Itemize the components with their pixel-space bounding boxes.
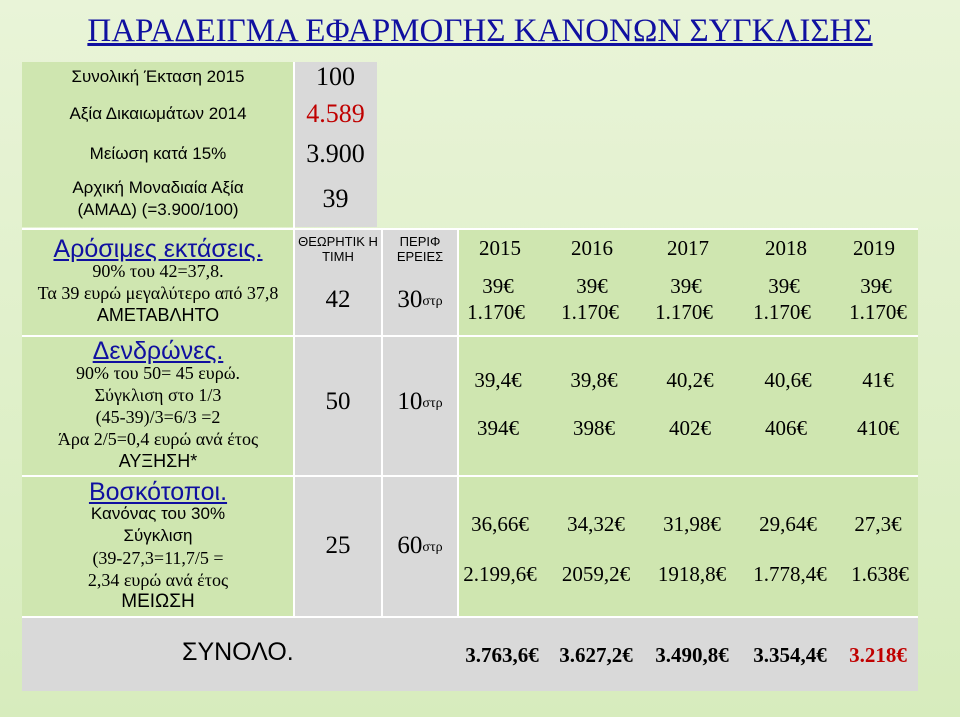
initial-unit-label-line1: Αρχική Μοναδιαία Αξία xyxy=(72,178,244,197)
row-arable-line: Τα 39 ευρώ μεγαλύτερο από 37,8 xyxy=(37,283,279,303)
row-pastures-total: 2.199,6€ xyxy=(463,562,537,586)
total-value: 3.763,6€ xyxy=(465,643,539,667)
total-value: 3.490,8€ xyxy=(655,643,729,667)
row-arable-name: Αρόσιμες εκτάσεις. xyxy=(53,235,263,263)
row-arable-unit-value: 39€ xyxy=(576,274,608,298)
row-pastures-total: 1.638€ xyxy=(851,562,909,586)
row-arable-line: 90% του 42=37,8. xyxy=(92,261,224,281)
initial-unit-label xyxy=(22,176,294,222)
row-arable-area xyxy=(382,280,458,320)
row-orchards-unit-value: 40,6€ xyxy=(764,368,812,392)
row-pastures-unit-value: 34,32€ xyxy=(567,512,625,536)
row-pastures-line: 2,34 ευρώ ανά έτος xyxy=(87,570,229,590)
row-pastures-area xyxy=(382,526,458,566)
total-area-label: Συνολική Έκταση 2015 xyxy=(71,67,245,86)
row-arable-theoretical: 42 xyxy=(325,286,351,313)
year-header: 2017 xyxy=(667,236,709,260)
row-pastures-area-unit: στρ xyxy=(422,540,443,555)
row-orchards-total: 402€ xyxy=(669,416,711,440)
row-arable-unit-value: 39€ xyxy=(768,274,800,298)
row-orchards-name: Δενδρώνες. xyxy=(92,337,224,365)
row-orchards-label xyxy=(22,337,294,475)
row-arable-total: 1.170€ xyxy=(849,300,907,324)
divider xyxy=(22,475,918,477)
row-pastures-line: (39-27,3=11,7/5 = xyxy=(92,548,224,568)
row-orchards-line: Άρα 2/5=0,4 ευρώ ανά έτος xyxy=(57,429,259,449)
row-pastures-result: ΜΕΙΩΣΗ xyxy=(121,591,195,612)
row-pastures-line: Σύγκλιση xyxy=(123,526,193,545)
row-orchards-total: 410€ xyxy=(857,416,899,440)
reduction-label: Μείωση κατά 15% xyxy=(89,144,227,163)
row-orchards-unit-value: 39,4€ xyxy=(474,368,522,392)
row-orchards-line: (45-39)/3=6/3 =2 xyxy=(95,407,221,427)
year-header: 2015 xyxy=(479,236,521,260)
row-pastures-unit-value: 27,3€ xyxy=(854,512,902,536)
rights-value-label: Αξία Δικαιωμάτων 2014 xyxy=(69,104,247,123)
divider xyxy=(22,616,918,618)
row-pastures-area-value: 60 xyxy=(397,532,423,559)
theoretical-header: ΘΕΩΡΗΤΙΚ Η ΤΙΜΗ xyxy=(298,234,378,264)
row-arable-result: ΑΜΕΤΑΒΛΗΤΟ xyxy=(96,305,220,325)
row-pastures-total: 1918,8€ xyxy=(657,562,727,586)
row-orchards-unit-value: 39,8€ xyxy=(570,368,618,392)
row-orchards-total: 406€ xyxy=(765,416,807,440)
row-orchards-total: 394€ xyxy=(477,416,519,440)
row-orchards-line: 90% του 50= 45 ευρώ. xyxy=(75,363,241,383)
areas-header: ΠΕΡΙΦ ΕΡΕΙΕΣ xyxy=(396,234,444,264)
row-arable-total: 1.170€ xyxy=(655,300,713,324)
row-arable-label xyxy=(22,230,294,334)
row-orchards-line: Σύγκλιση στο 1/3 xyxy=(94,385,222,405)
row-pastures-unit-value: 31,98€ xyxy=(663,512,721,536)
row-arable-area-value: 30 xyxy=(397,286,423,313)
row-arable-unit-value: 39€ xyxy=(860,274,892,298)
row-orchards-unit-value: 41€ xyxy=(862,368,894,392)
row-pastures-total: 1.778,4€ xyxy=(753,562,827,586)
initial-unit-value: 39 xyxy=(322,184,349,213)
row-orchards-unit-value: 40,2€ xyxy=(666,368,714,392)
row-arable-total: 1.170€ xyxy=(467,300,525,324)
row-arable-area-unit: στρ xyxy=(422,294,443,309)
total-area-value: 100 xyxy=(316,62,355,91)
initial-unit-label-line2: (ΑΜΑΔ) (=3.900/100) xyxy=(77,200,239,219)
reduction-value: 3.900 xyxy=(306,139,365,168)
row-orchards-area xyxy=(382,382,458,422)
year-header: 2018 xyxy=(765,236,807,260)
year-header: 2019 xyxy=(853,236,895,260)
row-pastures-line: Κανόνας του 30% xyxy=(90,504,226,523)
row-arable-unit-value: 39€ xyxy=(670,274,702,298)
row-pastures-name: Βοσκότοποι. xyxy=(88,478,228,506)
row-orchards-area-value: 10 xyxy=(397,388,423,415)
rights-value-value: 4.589 xyxy=(306,99,365,128)
row-orchards-total: 398€ xyxy=(573,416,615,440)
row-pastures-unit-value: 36,66€ xyxy=(471,512,529,536)
total-label: ΣΥΝΟΛΟ. xyxy=(182,638,294,666)
row-arable-unit-value: 39€ xyxy=(482,274,514,298)
row-pastures-total: 2059,2€ xyxy=(561,562,631,586)
total-value: 3.354,4€ xyxy=(753,643,827,667)
row-pastures-unit-value: 29,64€ xyxy=(759,512,817,536)
year-header: 2016 xyxy=(571,236,613,260)
total-value-highlight: 3.218€ xyxy=(849,643,907,667)
row-orchards-theoretical: 50 xyxy=(325,388,351,415)
row-arable-total: 1.170€ xyxy=(753,300,811,324)
row-arable-total: 1.170€ xyxy=(561,300,619,324)
row-pastures-label xyxy=(22,478,294,616)
total-value: 3.627,2€ xyxy=(559,643,633,667)
row-pastures-theoretical: 25 xyxy=(325,532,351,559)
row-orchards-area-unit: στρ xyxy=(422,396,443,411)
page-title: ΠΑΡΑΔΕΙΓΜΑ ΕΦΑΡΜΟΓΗΣ ΚΑΝΟΝΩΝ ΣΥΓΚΛΙΣΗΣ xyxy=(87,12,873,49)
row-orchards-result: ΑΥΞΗΣΗ* xyxy=(118,451,198,471)
